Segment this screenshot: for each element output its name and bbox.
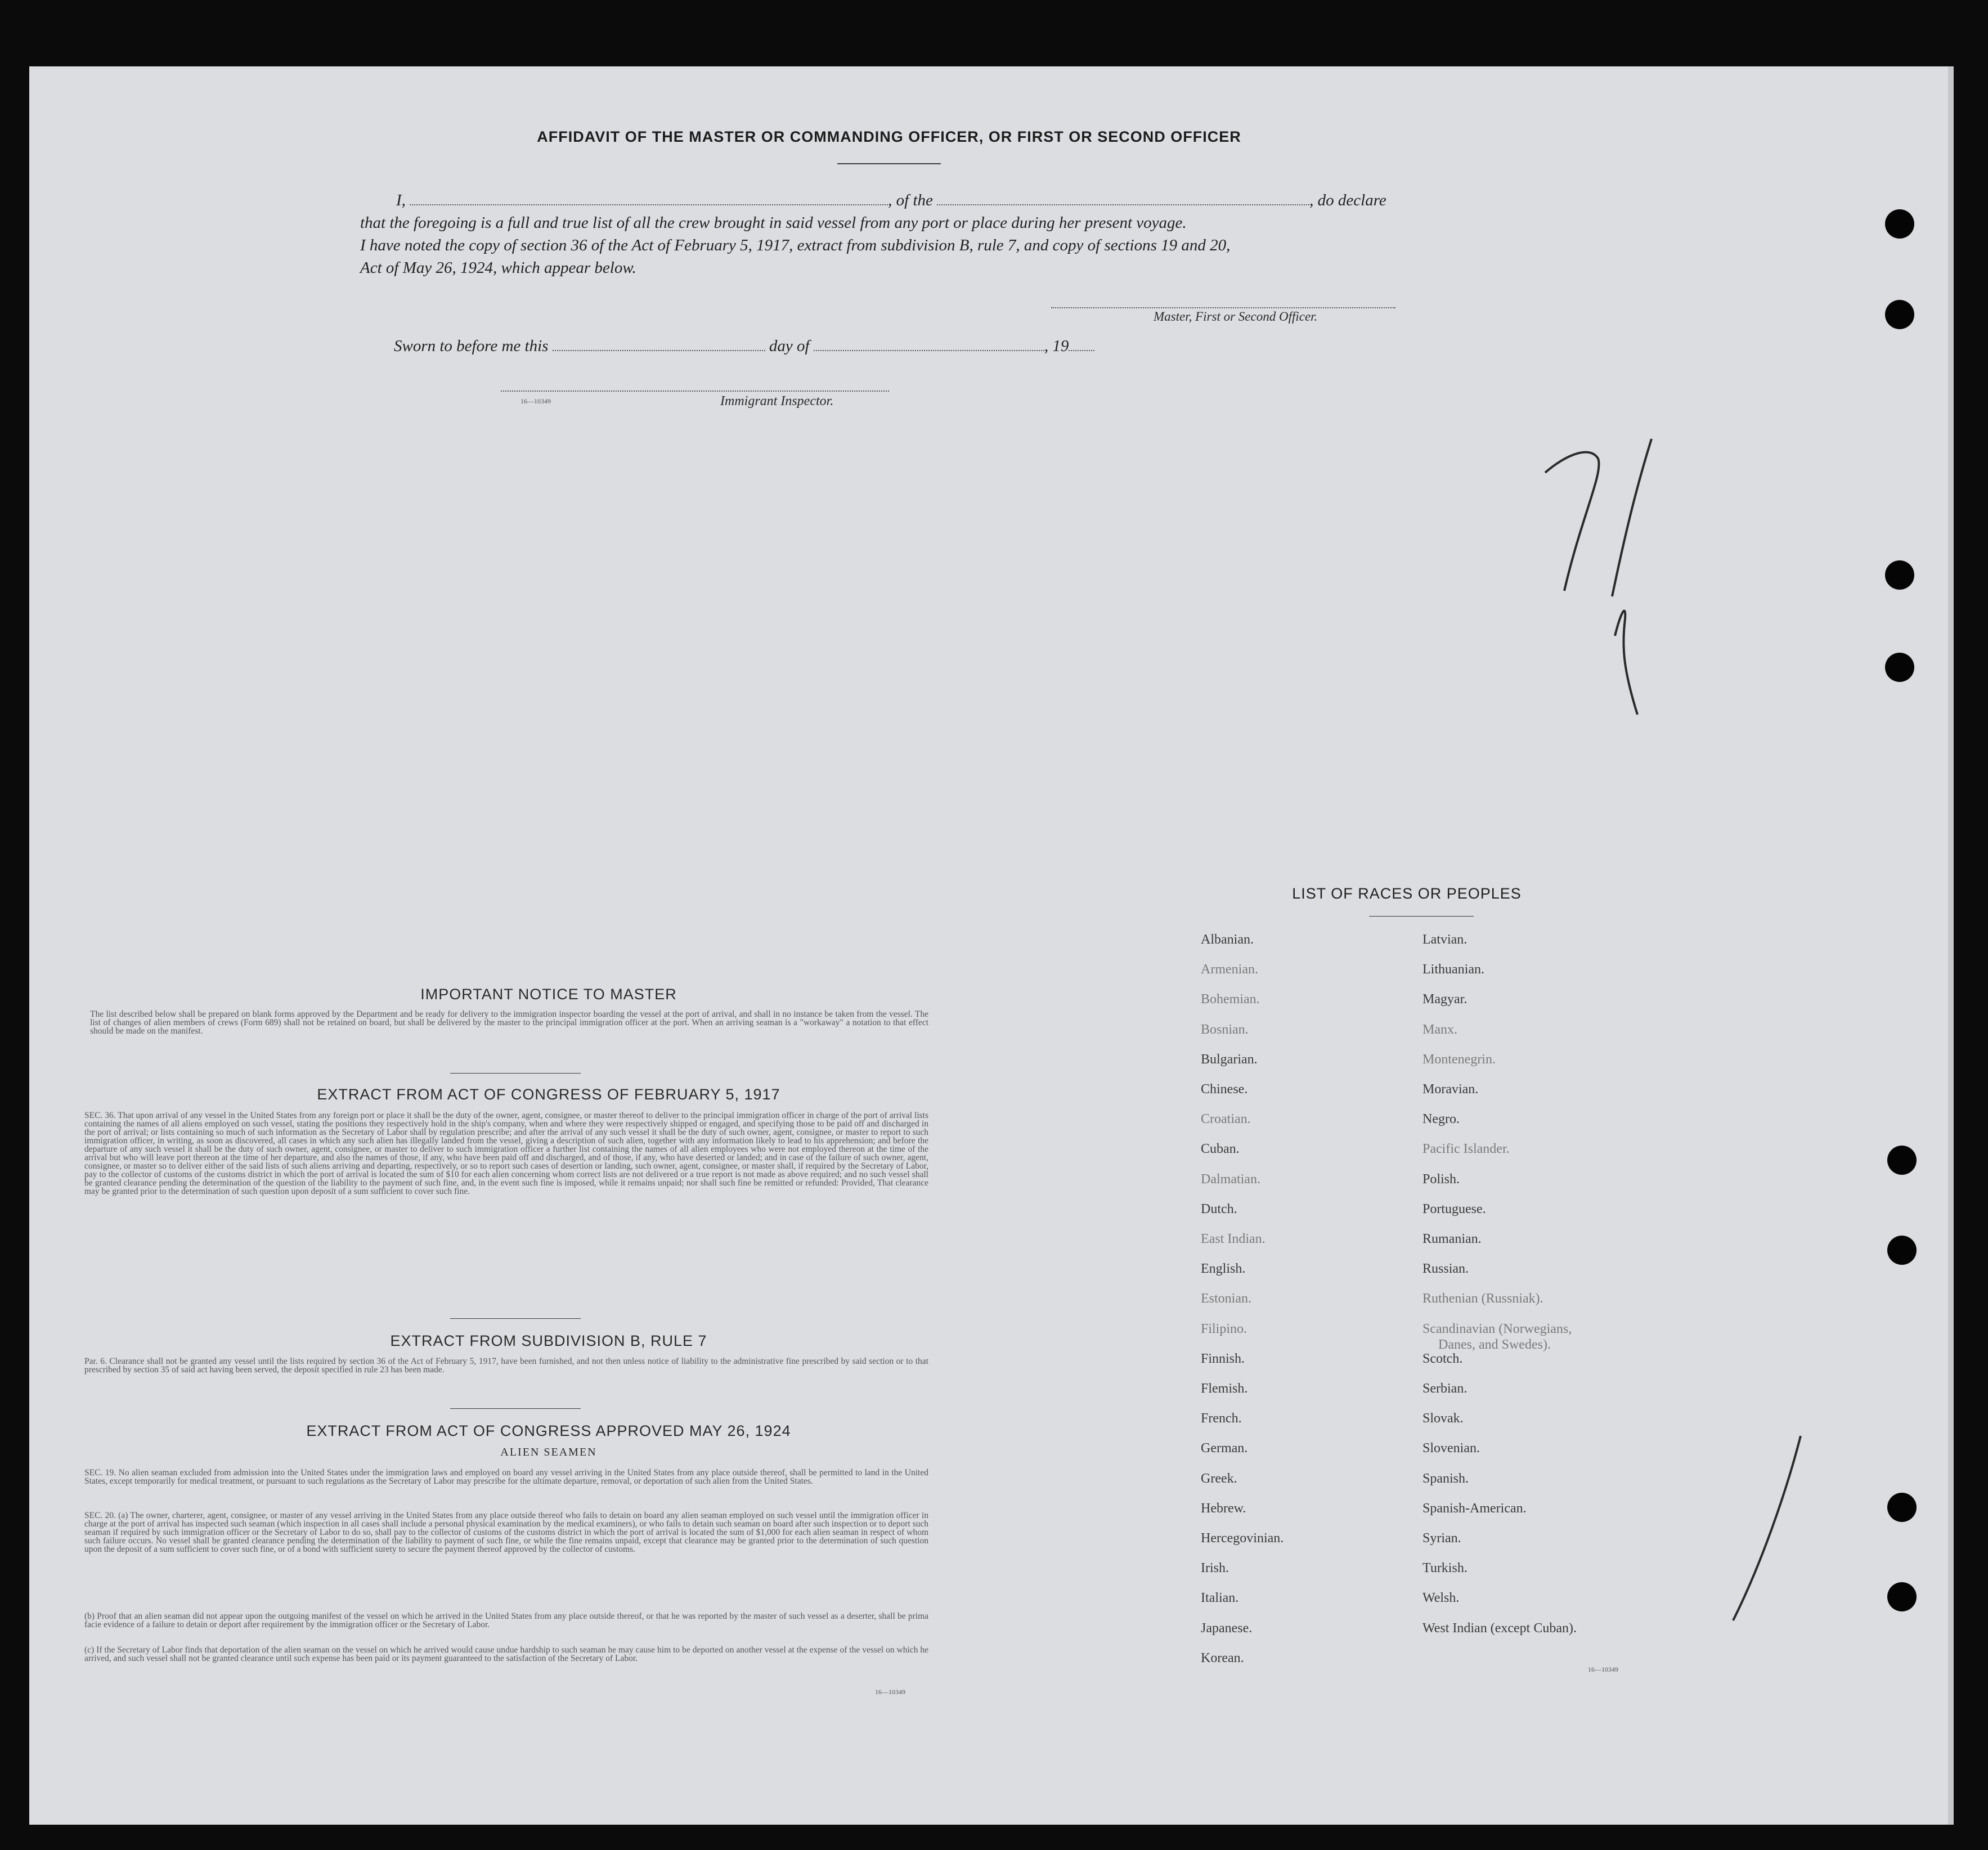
race-item: Korean. (1201, 1651, 1244, 1665)
punch-hole (1887, 1493, 1917, 1522)
extract-1924-sec20a: SEC. 20. (a) The owner, charterer, agent, consignee, or master of any vessel arriving in the United States from any place outside thereof who fails to detain on board any alien seaman employed on such vessel until the immigration officer in charge at the port of arrival has inspected such seaman (which inspection in all cases shall include a personal physical examination by the medical examiners), or who fails to detain such seaman on board after such inspection or to deport such seaman if required by such immigration officer or the Secretary of Labor to do so, shall pay to the collector of customs of the customs district in which the port of arrival is located the sum of $1,000 for each alien seaman in respect of whom such failure occurs. No vessel shall be granted clearance pending the determination of the liability to payment of such fine, or while the fine remains unpaid, except that clearance may be granted prior to the determination of such question upon the deposit of a sum sufficient to cover such fine, or of a bond with sufficient surety to secure the payment thereof approved by the collector of customs. (84, 1511, 928, 1554)
race-item: Irish. (1201, 1561, 1229, 1575)
race-item: Filipino. (1201, 1322, 1247, 1336)
extract-1924-sec19: SEC. 19. No alien seaman excluded from admission into the United States under the immigration laws and employed on board any vessel arriving in the United States from any place outside thereof, shall be permitted to land in the United States, except temporarily for medical treatment, or pursuant to such regulations as the Secretary of Labor may prescribe for the ultimate departure, removal, or deportation of such alien from the United States. (84, 1468, 928, 1486)
race-item: Slovenian. (1422, 1441, 1480, 1456)
race-item: Lithuanian. (1422, 962, 1484, 977)
declaration-line-4: Act of May 26, 1924, which appear below. (360, 259, 636, 277)
signature-line[interactable] (1051, 307, 1395, 308)
race-item: Dalmatian. (1201, 1172, 1260, 1187)
affidavit-title: AFFIDAVIT OF THE MASTER OR COMMANDING OFFICER, OR FIRST OR SECOND OFFICER (537, 128, 1241, 145)
race-item: Armenian. (1201, 962, 1258, 977)
races-form-number: 16—10349 (1588, 1665, 1618, 1673)
handwritten-stroke (1612, 439, 1652, 596)
race-item: Moravian. (1422, 1082, 1479, 1097)
race-item: Chinese. (1201, 1082, 1248, 1097)
notice-text: The list described below shall be prepared on blank forms approved by the Department and be ready for delivery to the immigration inspector boarding the vessel at the port of arrival, and shall in no instance be taken from the vessel. The list of changes of alien members of crews (Form 689) shall not be retained on board, but shall be delivered by the master to the principal immigration officer at the port. When an arriving seaman is a "workaway" a notation to that effect should be made on the manifest. (90, 1009, 928, 1036)
extract-1924-sec20b: (b) Proof that an alien seaman did not appear upon the outgoing manifest of the vessel on which he arrived in the United States from any place outside thereof, or that he was reported by the master of such vessel as a deserter, shall be prima facie evidence of a failure to detain or deport after requirement by the immigration officer or the Secretary of Labor. (84, 1611, 928, 1629)
race-item: Serbian. (1422, 1381, 1468, 1396)
race-item: Albanian. (1201, 932, 1254, 947)
extract-rule7-title: EXTRACT FROM SUBDIVISION B, RULE 7 (390, 1332, 707, 1349)
extract-1924-subtitle: ALIEN SEAMEN (500, 1446, 597, 1458)
races-title: LIST OF RACES OR PEOPLES (1292, 885, 1522, 902)
punch-hole (1887, 1236, 1917, 1265)
declaration-line-1 (360, 189, 1418, 212)
punch-hole (1885, 209, 1914, 239)
punch-hole (1885, 300, 1914, 329)
handwritten-mark (1722, 1429, 1812, 1632)
race-item: Montenegrin. (1422, 1052, 1496, 1067)
race-item: Flemish. (1201, 1381, 1248, 1396)
scan-edge (1948, 66, 1954, 1825)
race-item: Greek. (1201, 1471, 1237, 1486)
sworn-month-field[interactable] (814, 338, 1044, 351)
declaration-i: I, (396, 191, 406, 209)
race-item: Scotch. (1422, 1351, 1463, 1366)
section-divider (450, 1408, 581, 1409)
extract-1924-title: EXTRACT FROM ACT OF CONGRESS APPROVED MAY 26, 1924 (306, 1422, 791, 1439)
race-item: Japanese. (1201, 1621, 1253, 1636)
notice-title: IMPORTANT NOTICE TO MASTER (420, 986, 677, 1003)
extract-1924-sec20c: (c) If the Secretary of Labor finds that deportation of the alien seaman on the vessel on which he arrived would cause undue hardship to such seaman he may cause him to be deported on another vessel at the expense of the vessel on which he arrived, and such vessel shall not be granted clearance until such expense has been paid or its payment guaranteed to the satisfaction of the Secretary of Labor. (84, 1645, 928, 1663)
section-divider (450, 1318, 581, 1319)
race-item: Cuban. (1201, 1142, 1240, 1156)
sworn-day-of: day of (769, 337, 810, 355)
punch-hole (1887, 1582, 1917, 1611)
handwritten-stroke (1733, 1436, 1801, 1620)
handwritten-stroke (1545, 452, 1599, 591)
race-item: Italian. (1201, 1591, 1239, 1605)
handwritten-number (1536, 433, 1671, 726)
sworn-line (394, 335, 1238, 357)
race-item: Welsh. (1422, 1591, 1460, 1605)
race-item: Croatian. (1201, 1112, 1251, 1126)
race-item: German. (1201, 1441, 1248, 1456)
race-item: Dutch. (1201, 1202, 1237, 1216)
handwritten-stroke (1615, 611, 1637, 715)
section-divider (450, 1073, 581, 1074)
sworn-day-field[interactable] (553, 338, 765, 351)
race-item: Finnish. (1201, 1351, 1245, 1366)
race-item: West Indian (except Cuban). (1422, 1621, 1577, 1636)
race-item: Scandinavian (Norwegians, (1422, 1322, 1572, 1336)
extract-1917-title: EXTRACT FROM ACT OF CONGRESS OF FEBRUARY 5, 1917 (317, 1086, 780, 1103)
document-sheet (29, 66, 1948, 1825)
race-item: East Indian. (1201, 1232, 1266, 1246)
race-item: Spanish-American. (1422, 1501, 1527, 1516)
punch-hole (1885, 560, 1914, 590)
extract-rule7-text: Par. 6. Clearance shall not be granted any vessel until the lists required by section 36 of the Act of February 5, 1917, have been furnished, and not then unless notice of liability to the administrative fine prescribed by said section or to that prescribed by section 35 of said act having been served, the deposit specified in rule 23 has been made. (84, 1357, 928, 1375)
inspector-signature-line[interactable] (501, 390, 889, 392)
declaration-do-declare: , do declare (1309, 191, 1386, 209)
race-item: Hebrew. (1201, 1501, 1246, 1516)
race-item: Syrian. (1422, 1531, 1461, 1546)
race-item: Russian. (1422, 1261, 1469, 1276)
race-item: Bosnian. (1201, 1022, 1249, 1037)
race-item: Latvian. (1422, 932, 1468, 947)
race-item: Hercegovinian. (1201, 1531, 1284, 1546)
race-item: English. (1201, 1261, 1246, 1276)
sworn-year-field[interactable] (1069, 338, 1094, 351)
race-item: Turkish. (1422, 1561, 1468, 1575)
declaration-line-2: that the foregoing is a full and true list of all the crew brought in said vessel from any port or place during her present voyage. (360, 214, 1187, 232)
name-field[interactable] (410, 192, 888, 205)
declaration-block (360, 189, 1418, 279)
race-item: Magyar. (1422, 992, 1468, 1007)
race-item: Ruthenian (Russniak). (1422, 1291, 1543, 1306)
race-item: Manx. (1422, 1022, 1457, 1037)
race-item: Bohemian. (1201, 992, 1260, 1007)
extract-1917-text: SEC. 36. That upon arrival of any vessel in the United States from any foreign port or place it shall be the duty of the owner, agent, consignee, or master thereof to deliver to the principal immigration officer in charge of the port of arrival lists containing the names of all aliens employed on such vessel, stating the positions they respectively hold in the ship's company, when and where they were respectively shipped or engaged, and specifying those to be paid off and discharged in the port of arrival; or lists containing so much of such information as the Secretary of Labor shall by regulation prescribe; and after the arrival of any such vessel it shall be the duty of such owner, agent, consignee, or master to report to such immigration officer, in writing, as soon as discovered, all cases in which any such alien has illegally landed from the vessel, giving a description of such alien, together with any information likely to lead to his apprehension; and before the departure of any such vessel it shall be the duty of such owner, agent, consignee, or master to deliver to such immigration officer a further list containing the names of all alien employees who were not employed thereon at the time of the arrival but who will leave port thereon at the time of her departure, and also the names of those, if any, who have been paid off and discharged, and of those, if any, who have deserted or landed; and in case of the failure of such owner, agent, consignee, or master so to deliver either of the said lists of such aliens arriving and departing, respectively, or so to report such cases of desertion or landing, such owner, agent, consignee, or master shall, if required by the Secretary of Labor, pay to the collector of customs of the customs district in which the port of arrival is located the sum of $10 for each alien concerning whom correct lists are not delivered or a true report is not made as above required; and no such vessel shall be granted clearance pending the determination of the question of the liability to the payment of such fine, and, in the event such fine is imposed, while it remains unpaid; nor shall such fine be remitted or refunded: Provided, That clearance may be granted prior to the determination of such question upon deposit of a sum sufficient to cover such fine. (84, 1111, 928, 1196)
sworn-year: , 19 (1044, 337, 1069, 355)
race-item: Negro. (1422, 1112, 1460, 1126)
affidavit-form-number: 16—10349 (520, 397, 551, 405)
race-item: Danes, and Swedes). (1438, 1337, 1551, 1352)
extract-form-number: 16—10349 (875, 1688, 905, 1696)
sworn-prefix: Sworn to before me this (394, 337, 549, 355)
race-item: Rumanian. (1422, 1232, 1482, 1246)
signature-label: Master, First or Second Officer. (1154, 309, 1318, 324)
vessel-field[interactable] (937, 192, 1309, 205)
race-item: Estonian. (1201, 1291, 1251, 1306)
punch-hole (1887, 1146, 1917, 1175)
race-item: Spanish. (1422, 1471, 1469, 1486)
race-item: Portuguese. (1422, 1202, 1486, 1216)
title-divider (837, 163, 941, 164)
race-item: Slovak. (1422, 1411, 1464, 1426)
declaration-of-the: , of the (888, 191, 933, 209)
race-item: Polish. (1422, 1172, 1460, 1187)
races-divider (1369, 916, 1474, 917)
inspector-label: Immigrant Inspector. (720, 394, 834, 408)
race-item: Bulgarian. (1201, 1052, 1258, 1067)
race-item: Pacific Islander. (1422, 1142, 1510, 1156)
race-item: French. (1201, 1411, 1242, 1426)
punch-hole (1885, 653, 1914, 682)
declaration-line-3: I have noted the copy of section 36 of the Act of February 5, 1917, extract from subdivision B, rule 7, and copy of sections 19 and 20, (360, 236, 1231, 254)
